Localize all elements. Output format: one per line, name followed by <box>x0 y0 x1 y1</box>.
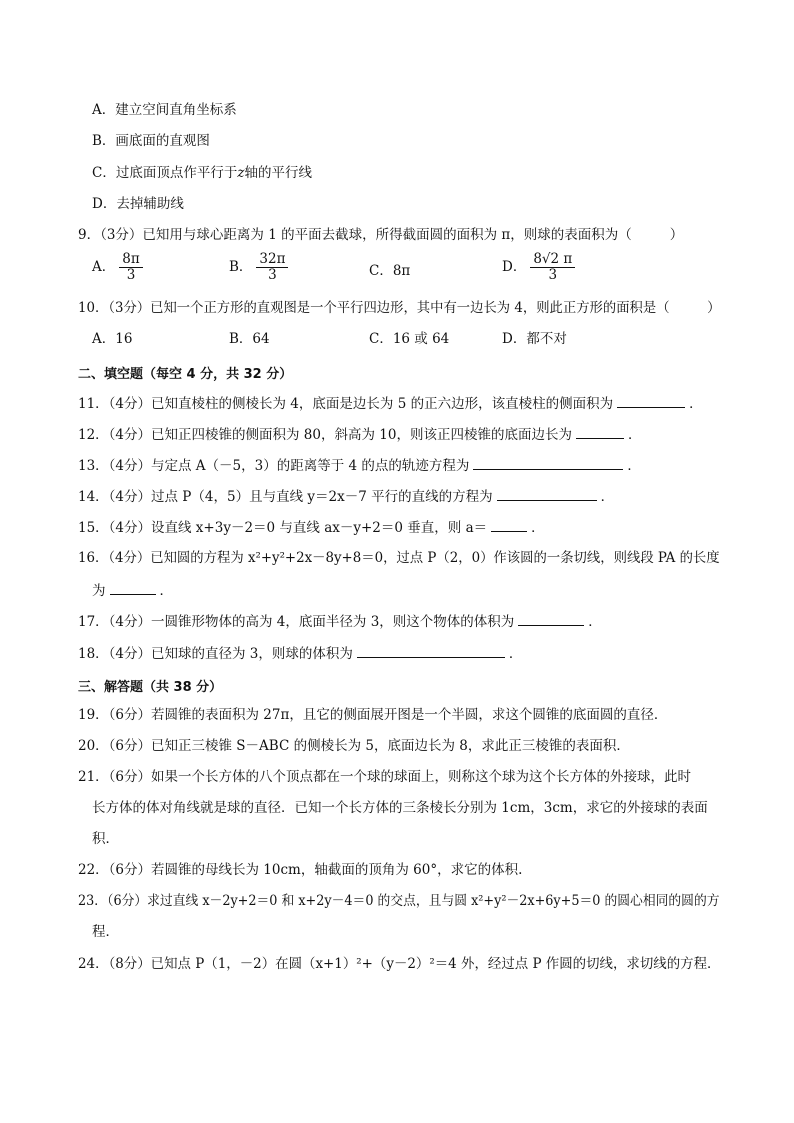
q8-option-c-var: z <box>237 165 245 181</box>
q23-line2: 程． <box>92 924 119 940</box>
q18-answer-blank <box>357 643 505 658</box>
q9-stem-text: 9．（3分）已知用与球心距离为 1 的平面去截球，所得截面圆的面积为 π，则球的表面积为（ <box>78 227 632 243</box>
q8-option-b: B．画底面的直观图 <box>92 133 210 149</box>
q12-answer-blank <box>576 424 624 439</box>
q13 <box>78 455 641 475</box>
q11-text: 11．（4分）已知直棱柱的侧棱长为 4，底面是边长为 5 的正六边形，该直棱柱的侧面积为 <box>78 396 614 412</box>
q16-line2 <box>92 580 173 600</box>
q9-option-d-label: D． <box>502 259 527 275</box>
q8-option-d: D．去掉辅助线 <box>92 196 184 212</box>
q20: 20．（6分）已知正三棱锥 S－ABC 的侧棱长为 5，底面边长为 8，求此正三棱锥的表面积． <box>78 738 630 754</box>
q22: 22．（6分）若圆锥的母线长为 10cm，轴截面的顶角为 60°，求它的体积. <box>78 862 523 878</box>
q11-answer-blank <box>617 393 685 408</box>
q21-line1: 21．（6分）如果一个长方体的八个顶点都在一个球的球面上，则称这个球为这个长方体的外接球，此时 <box>78 769 692 785</box>
q15 <box>78 517 545 537</box>
q9-stem-close: ） <box>669 227 684 243</box>
q9-option-d-denominator: 3 <box>548 267 558 283</box>
q23-line1: 23．（6分）求过直线 x－2y+2＝0 和 x+2y－4＝0 的交点，且与圆 x²+y²－2x+6y+5＝0 的圆心相同的圆的方 <box>78 893 720 909</box>
q17-period: ． <box>588 614 602 630</box>
q8-option-c-post: 轴的平行线 <box>244 165 312 181</box>
q12 <box>78 424 641 444</box>
q15-period: ． <box>531 520 545 536</box>
q12-text: 12．（4分）已知正四棱锥的侧面积为 80，斜高为 10，则该正四棱锥的底面边长为 <box>78 427 572 443</box>
q9-option-d-fraction <box>530 252 575 283</box>
q14 <box>78 486 614 506</box>
q21-line2: 长方体的体对角线就是球的直径．已知一个长方体的三条棱长分别为 1cm，3cm，求它的外接球的表面 <box>92 800 708 816</box>
q15-text: 15．（4分）设直线 x+3y－2＝0 与直线 ax－y+2＝0 垂直，则 a＝ <box>78 520 488 536</box>
q9-option-b-numerator: 32π <box>256 252 288 268</box>
q13-answer-blank <box>473 455 623 470</box>
q9-option-d-numerator: 8√2 π <box>530 252 575 268</box>
q11-period: ． <box>689 396 703 412</box>
q10-stem-close: ） <box>707 300 721 316</box>
q9-option-b-label: B． <box>229 259 253 275</box>
q13-text: 13．（4分）与定点 A（－5，3）的距离等于 4 的点的轨迹方程为 <box>78 458 470 474</box>
q9-option-a <box>92 252 143 283</box>
q18-text: 18．（4分）已知球的直径为 3，则球的体积为 <box>78 646 353 662</box>
q9-stem <box>78 226 683 244</box>
q12-period: ． <box>627 427 642 443</box>
q16-answer-blank <box>110 580 156 595</box>
q11 <box>78 393 703 413</box>
q14-text: 14．（4分）过点 P（4，5）且与直线 y＝2x－7 平行的直线的方程为 <box>78 489 493 505</box>
q8-option-a: A．建立空间直角坐标系 <box>92 102 237 118</box>
q9-option-a-denominator: 3 <box>126 267 136 283</box>
q14-period: ． <box>600 489 615 505</box>
q9-option-c: C．8π <box>369 263 411 279</box>
q16-line1: 16．（4分）已知圆的方程为 x²+y²+2x－8y+8＝0，过点 P（2，0）作该圆的一条切线，则线段 PA 的长度 <box>78 550 720 566</box>
q10-option-b: B．64 <box>229 331 270 347</box>
q16-text-end: 为 <box>92 583 106 599</box>
q18-period: ． <box>508 646 523 662</box>
q9-option-b-fraction <box>256 252 288 283</box>
q14-answer-blank <box>497 486 597 501</box>
q9-option-d <box>502 252 575 283</box>
section-fill-in-heading: 二、填空题（每空 4 分，共 32 分） <box>78 367 293 382</box>
q16-period: ． <box>159 583 173 599</box>
q10-option-d: D．都不对 <box>502 331 567 347</box>
q8-option-c-pre: C．过底面顶点作平行于 <box>92 165 238 181</box>
q9-option-a-numerator: 8π <box>119 252 142 268</box>
q10-option-a: A．16 <box>92 331 133 347</box>
q10-stem <box>78 299 720 317</box>
q17 <box>78 611 602 631</box>
q10-stem-text: 10．（3分）已知一个正方形的直观图是一个平行四边形，其中有一边长为 4，则此正方形的面积是（ <box>78 300 670 316</box>
q9-option-a-fraction <box>119 252 142 283</box>
q21-line3: 积． <box>92 831 119 847</box>
q24: 24．（8分）已知点 P（1，－2）在圆（x+1）²+（y－2）²＝4 外，经过点 P 作圆的切线，求切线的方程． <box>78 956 721 972</box>
q19: 19．（6分）若圆锥的表面积为 27π，且它的侧面展开图是一个半圆，求这个圆锥的底面圆的直径． <box>78 707 668 723</box>
q17-text: 17．（4分）一圆锥形物体的高为 4，底面半径为 3，则这个物体的体积为 <box>78 614 515 630</box>
q15-answer-blank <box>491 517 527 532</box>
q13-period: ． <box>627 458 641 474</box>
section-problems-heading: 三、解答题（共 38 分） <box>78 680 223 695</box>
q9-option-b <box>229 252 288 283</box>
q17-answer-blank <box>518 611 584 626</box>
q10-option-c: C．16 或 64 <box>369 331 450 347</box>
q9-option-b-denominator: 3 <box>268 267 277 283</box>
q9-option-a-label: A． <box>92 259 116 275</box>
q8-option-c <box>92 164 312 182</box>
q18 <box>78 643 522 663</box>
